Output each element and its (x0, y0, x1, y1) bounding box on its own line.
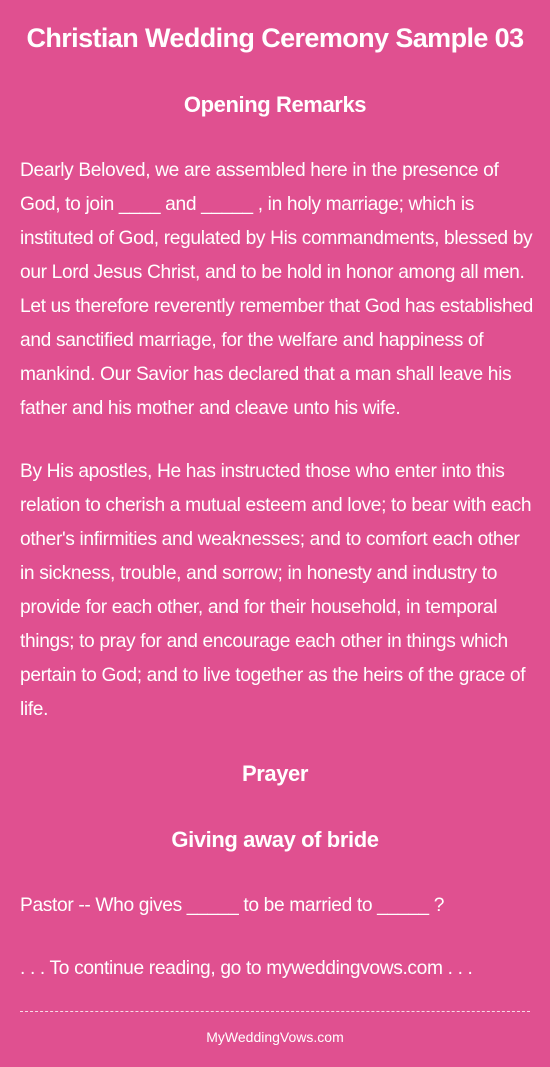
paragraph-opening-1: Dearly Beloved, we are assembled here in the presence of God, to join ____ and _____ , in holy marriage; which is instituted of God, regulated by His commandments, blessed by our Lord Jesus Christ, and to be hold in honor among all men. Let us therefore reverently remember that God has established and sanctified marriage, for the welfare and happiness of mankind. Our Savior has declared that a man shall leave his father and his mother and cleave unto his wife. (20, 160, 533, 419)
paragraph-opening-2: By His apostles, He has instructed those who enter into this relation to cherish a mutual esteem and love; to bear with each other's infirmities and weaknesses; and to comfort each other in sickness, trouble, and sorrow; in honesty and industry to provide for each other, and for their household, in temporal things; to pray for and encourage each other in things which pertain to God; and to live together as the heirs of the grace of life. (20, 461, 532, 720)
section-heading-giving-away: Giving away of bride (171, 827, 379, 852)
section-heading-opening-remarks: Opening Remarks (183, 92, 367, 117)
section-heading-prayer: Prayer (241, 761, 309, 786)
page-title: Christian Wedding Ceremony Sample 03 (26, 23, 524, 53)
paragraph-pastor-line: Pastor -- Who gives _____ to be married to _____ ? (20, 895, 445, 916)
continue-reading-link[interactable]: . . . To continue reading, go to myweddingvows.com . . . (20, 958, 473, 979)
footer-divider (20, 1011, 530, 1012)
footer-site-name[interactable]: MyWeddingVows.com (206, 1029, 344, 1045)
